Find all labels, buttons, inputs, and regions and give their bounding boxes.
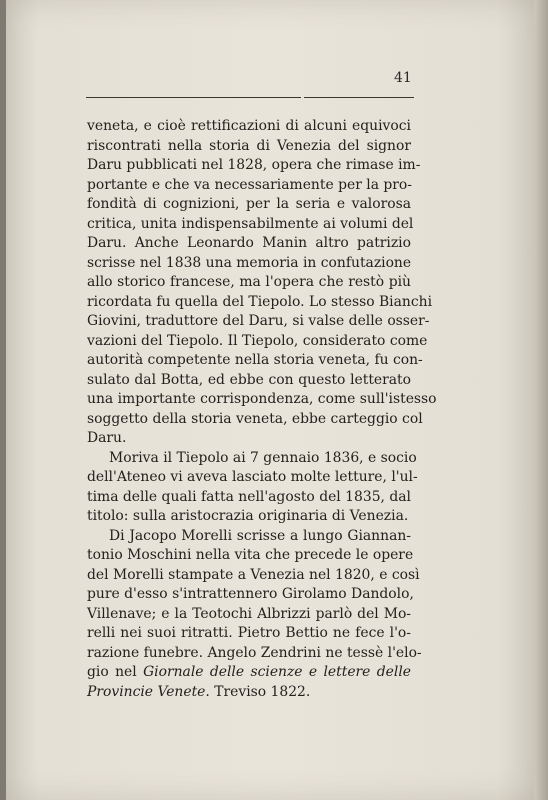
text-line: una importante corrispondenza, come sull'istesso — [87, 391, 437, 407]
text-line: razione funebre. Angelo Zendrini ne tessè l'elo- — [87, 644, 422, 661]
text-line: tonio Moschini nella vita che precede le opere — [87, 547, 414, 563]
text-line: soggetto della storia veneta, ebbe carteggio col — [87, 410, 423, 427]
page-edge — [534, 0, 548, 800]
page-number: 41 — [394, 70, 412, 86]
text-line: Daru pubblicati nel 1828, opera che rimase im- — [87, 157, 421, 173]
text-line: autorità competente nella storia veneta, fu con- — [87, 352, 423, 368]
text-line: portante e che va necessariamente per la pro- — [87, 176, 412, 193]
text-line: Villenave; e la Teotochi Albrizzi parlò del Mo- — [87, 605, 411, 622]
text-line: tima delle quali fatta nell'agosto del 1835, dal — [87, 488, 411, 505]
book-page — [6, 0, 540, 800]
text-line: del Morelli stampate a Venezia nel 1820, e così — [87, 566, 420, 583]
text-run: gio nel — [87, 664, 144, 680]
text-line: critica, unita indispensabilmente ai volumi del — [87, 215, 414, 232]
text-line: Moriva il Tiepolo ai 7 gennaio 1836, e socio — [109, 449, 417, 466]
paragraph — [87, 117, 437, 449]
text-line: veneta, e cioè rettificazioni di alcuni equivoci — [87, 118, 411, 134]
text-line: dell'Ateneo vi aveva lasciato molte letture, l'ul- — [87, 469, 418, 485]
text-line: sulato dal Botta, ed ebbe con questo letterato — [87, 371, 411, 388]
text-line: allo storico francese, ma l'opera che restò più — [87, 274, 411, 290]
text-line: Daru. Anche Leonardo Manin altro patrizio — [87, 235, 411, 251]
text-run: . Treviso 1822. — [205, 683, 311, 700]
text-line: pure d'esso s'intrattennero Girolamo Dandolo, — [87, 586, 414, 602]
italic-title: Giornale delle scienze e lettere delle — [143, 664, 411, 680]
text-line: Daru. — [87, 430, 127, 446]
text-line — [87, 683, 411, 703]
header-rule — [86, 97, 301, 98]
text-line: riscontrati nella storia di Venezia del signor — [87, 137, 411, 154]
italic-title: Provincie Venete — [87, 683, 206, 700]
text-line: relli nei suoi ritratti. Pietro Bettio ne fece l'o- — [87, 625, 411, 641]
paragraph — [87, 527, 422, 703]
paragraph — [87, 449, 418, 527]
text-line: titolo: sulla aristocrazia originaria di Venezia. — [87, 508, 409, 524]
header-rule — [304, 97, 414, 98]
text-line: Di Jacopo Morelli scrisse a lungo Giannan- — [109, 527, 411, 544]
text-line: vazioni del Tiepolo. Il Tiepolo, considerato come — [87, 332, 428, 349]
text-line: ricordata fu quella del Tiepolo. Lo stesso Bianchi — [87, 293, 433, 310]
text-line: scrisse nel 1838 una memoria in confutazione — [87, 254, 412, 271]
text-line — [87, 663, 411, 683]
body-text — [87, 117, 437, 702]
text-line: Giovini, traduttore del Daru, si valse delle osser- — [87, 313, 430, 329]
text-line: fondità di cognizioni, per la seria e valorosa — [87, 196, 411, 212]
